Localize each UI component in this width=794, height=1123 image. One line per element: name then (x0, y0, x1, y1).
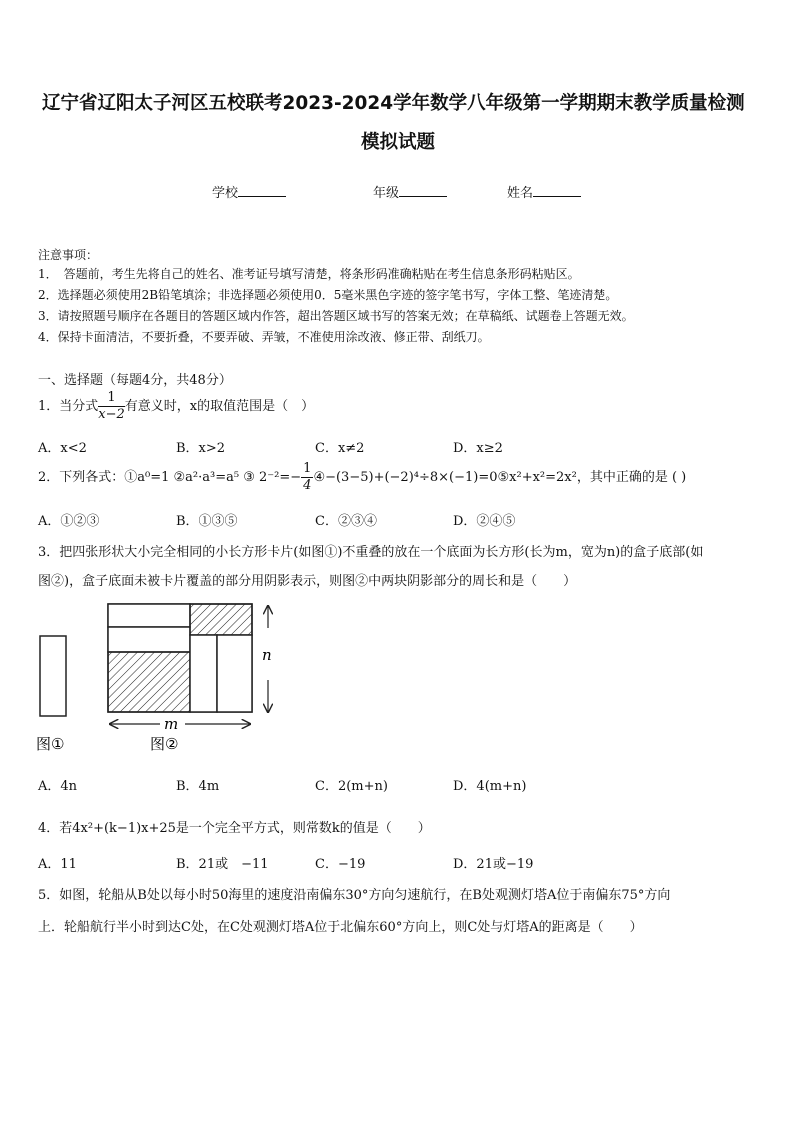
q4-option-c: C．−19 (315, 857, 366, 872)
section-heading: 一、选择题（每题4分，共48分） (38, 373, 232, 388)
note-item: 4．保持卡面清洁，不要折叠，不要弄破、弄皱，不准使用涂改液、修正带、刮纸刀。 (38, 330, 490, 344)
name-label: 姓名 (507, 186, 534, 201)
school-blank (238, 184, 286, 197)
q1-suffix: 有意义时，x的取值范围是（ ） (124, 399, 315, 414)
school-label: 学校 (212, 186, 239, 201)
page-title-line2: 模拟试题 (361, 132, 436, 153)
q1-prefix: 1．当分式 (38, 399, 99, 414)
q3-line2: 图②)，盒子底面未被卡片覆盖的部分用阴影表示，则图②中两块阴影部分的周长和是（ ） (38, 574, 577, 589)
q1-fraction-denominator: x−2 (98, 407, 125, 422)
q3-figure (30, 598, 330, 758)
note-item: 1． 答题前，考生先将自己的姓名、准考证号填写清楚，将条形码准确粘贴在考生信息条形码粘贴区。 (38, 267, 580, 281)
name-field (507, 182, 581, 201)
fig1-card (40, 636, 66, 716)
q3-option-a: A．4n (38, 779, 78, 794)
q1-option-d: D．x≥2 (453, 441, 503, 456)
q2-option-a: A．①②③ (38, 514, 100, 529)
q3-line1: 3．把四张形状大小完全相同的小长方形卡片(如图①)不重叠的放在一个底面为长方形(长为m，宽为n)的盒子底部(如 (38, 545, 704, 560)
fig2-shaded-region (108, 652, 190, 712)
q2-suffix: ④−(3−5)+(−2)⁴÷8×(−1)=0⑤x²+x²=2x²，其中正确的是 ( ) (313, 470, 687, 485)
grade-blank (399, 184, 447, 197)
dimension-m-label: m (164, 715, 179, 733)
q4-option-d: D．21或−19 (453, 857, 534, 872)
q5-line1: 5．如图，轮船从B处以每小时50海里的速度沿南偏东30°方向匀速航行，在B处观测灯塔A位于南偏东75°方向 (38, 888, 671, 903)
q2-fraction-denominator: 4 (303, 478, 312, 493)
grade-label: 年级 (373, 186, 400, 201)
q3-option-c: C．2(m+n) (315, 779, 388, 794)
q5-line2: 上．轮船航行半小时到达C处，在C处观测灯塔A位于北偏东60°方向上，则C处与灯塔A的距离是（ ） (38, 920, 643, 935)
note-item: 2．选择题必须使用2B铅笔填涂；非选择题必须使用0．5毫米黑色字迹的签字笔书写，字体工整、笔迹清楚。 (38, 288, 618, 302)
fig2-card (108, 627, 190, 652)
q2-option-d: D．②④⑤ (453, 514, 516, 529)
q4-option-b: B．21或 −11 (176, 857, 269, 872)
fig2-card (108, 604, 190, 627)
q1-option-a: A．x<2 (38, 441, 87, 456)
q4-stem: 4．若4x²+(k−1)x+25是一个完全平方式，则常数k的值是（ ） (38, 821, 431, 836)
grade-field (373, 182, 447, 201)
question-1 (38, 390, 314, 423)
q1-option-c: C．x≠2 (315, 441, 365, 456)
school-field (212, 182, 286, 201)
q1-option-b: B．x>2 (176, 441, 226, 456)
note-item: 3．请按照题号顺序在各题目的答题区域内作答，超出答题区域书写的答案无效；在草稿纸、试题卷上答题无效。 (38, 309, 634, 323)
q1-fraction-numerator: 1 (98, 390, 125, 407)
q2-option-c: C．②③④ (315, 514, 377, 529)
page-title-line1: 辽宁省辽阳太子河区五校联考2023-2024学年数学八年级第一学期期末教学质量检测 (42, 93, 745, 114)
q1-fraction (98, 390, 125, 423)
dimension-n-label: n (262, 646, 272, 664)
fig2-label: 图② (150, 735, 179, 753)
q2-fraction (301, 461, 313, 494)
name-blank (533, 184, 581, 197)
fig2-card (217, 635, 252, 712)
fig2-shaded-region (190, 604, 252, 635)
fig2-card (190, 635, 217, 712)
q3-option-d: D．4(m+n) (453, 779, 527, 794)
question-2 (38, 461, 686, 494)
q2-prefix: 2．下列各式：①a⁰=1 ②a²·a³=a⁵ ③ 2⁻²=− (38, 470, 302, 485)
q3-option-b: B．4m (176, 779, 220, 794)
q2-fraction-numerator: 1 (303, 461, 312, 476)
q4-option-a: A．11 (38, 857, 77, 872)
notes-heading: 注意事项： (38, 248, 99, 262)
q2-option-b: B．①③⑤ (176, 514, 238, 529)
fig1-label: 图① (36, 735, 65, 753)
